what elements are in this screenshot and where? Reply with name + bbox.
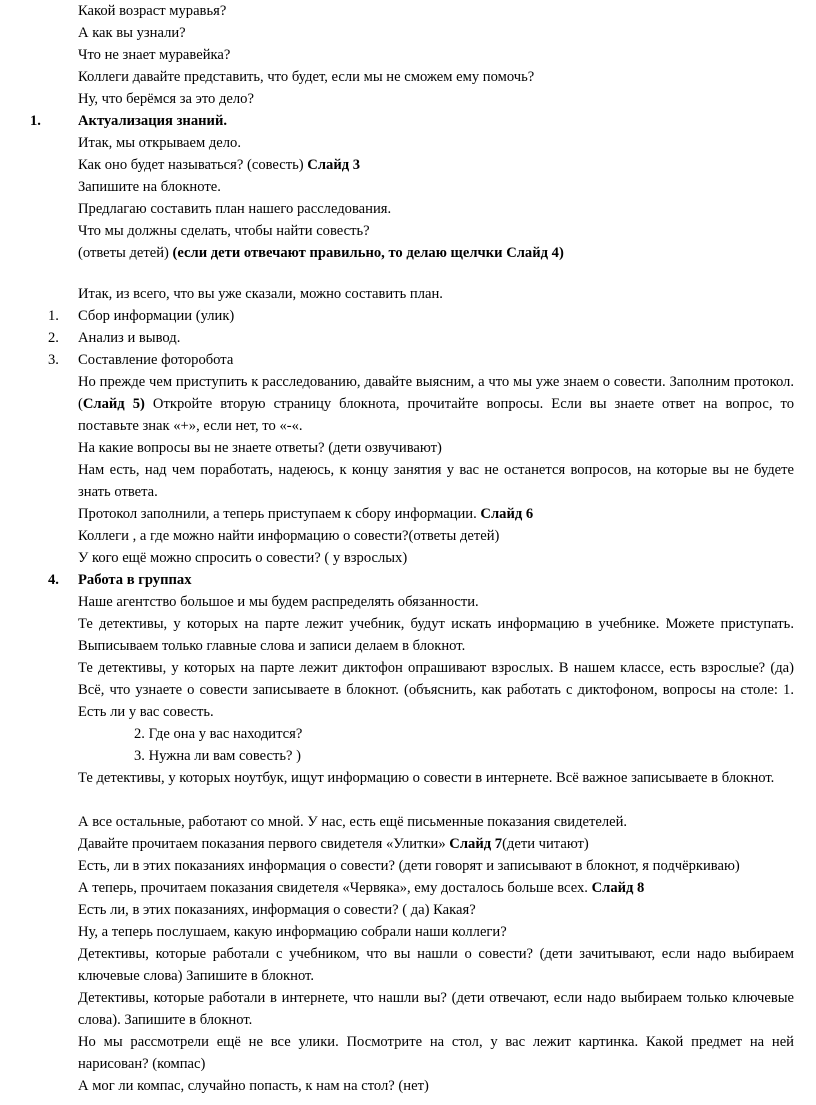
list-number: 2. [48,330,59,346]
text-line [78,525,790,547]
line-text: Итак, из всего, что вы уже сказали, можно составить план. [78,286,443,302]
question-item: 3. Нужна ли вам совесть? ) [134,748,301,764]
list-number: 3. [48,352,59,368]
line-text: А все остальные, работают со мной. У нас, есть ещё письменные показания свидетелей. [78,814,628,830]
text-line [78,154,790,176]
line-text: Коллеги давайте представить, что будет, если мы не сможем ему помочь? [78,69,535,85]
paragraph: Детективы, которые работали в интернете, что нашли вы? (дети отвечают, если надо выбираем только ключевые слова). Запишите в блокнот. [78,990,794,1028]
line-text: Есть ли, в этих показаниях, информация о совести? ( да) Какая? [78,902,476,918]
text-line [78,220,790,242]
text-line [78,283,790,305]
section-heading: Работа в группах [78,572,192,588]
text-line [78,899,790,921]
text-line [78,833,790,855]
line-text: У кого ещё можно спросить о совести? ( у взрослых) [78,550,408,566]
text-line [78,176,790,198]
paragraph: Те детективы, у которых ноутбук, ищут информацию о совести в интернете. Всё важное записываете в блокнот. [78,770,775,786]
line-text: Есть, ли в этих показаниях информация о совести? (дети говорят и записывают в блокнот, я подчёркиваю) [78,858,740,874]
paragraph: Но мы рассмотрели ещё не все улики. Посмотрите на стол, у вас лежит картинка. Какой предмет на ней нарисован? (компас) [78,1034,794,1072]
paragraph: Те детективы, у которых на парте лежит диктофон опрашивают взрослых. В нашем классе, есть взрослые? (да) Всё, что узнаете о совести записываете в блокнот. (объяснить, как работать с диктофоном, вопросы на столе: 1. Есть ли у вас совесть. [78,660,794,720]
section-heading: Актуализация знаний. [78,113,228,129]
paragraph: Детективы, которые работали с учебником, что вы нашли о совести? (дети зачитывают, если надо выбираем ключевые слова) Запишите в блокнот. [78,946,794,984]
slide-reference: Слайд 6 [480,506,534,522]
text-line [78,547,790,569]
text-line [78,1075,790,1097]
text-line [78,921,790,943]
list-number: 1. [48,308,59,324]
text-line [78,503,790,525]
text-line [78,242,790,264]
paragraph [78,371,794,437]
text-line [78,0,790,22]
plan-item: Сбор информации (улик) [78,308,235,324]
paragraph-text: Откройте вторую страницу блокнота, прочитайте вопросы. Если вы знаете ответ на вопрос, то поставьте знак «+», если нет, то «-«. [78,396,794,434]
paragraph: Те детективы, у которых на парте лежит учебник, будут искать информацию в учебнике. Можете приступать. Выписываем только главные слова и записи делаем в блокнот. [78,616,794,654]
line-text: (дети читают) [502,836,589,852]
line-text: Ну, что берёмся за это дело? [78,91,254,107]
text-line [78,44,790,66]
line-text: (ответы детей) [78,245,173,261]
line-text: Предлагаю составить план нашего расследования. [78,201,392,217]
text-line [78,66,790,88]
line-text: А мог ли компас, случайно попасть, к нам на стол? (нет) [78,1078,429,1094]
text-line [78,22,790,44]
slide-reference: Слайд 5) [82,396,145,412]
line-text: Что мы должны сделать, чтобы найти совесть? [78,223,370,239]
section-number: 4. [48,572,59,588]
plan-item: Составление фоторобота [78,352,234,368]
slide-reference: Слайд 8 [591,880,645,896]
paragraph-text: Но прежде чем приступить к расследованию, давайте выясним, а что мы уже знаем о совести. Заполним протокол. ( [78,374,794,412]
text-line [78,591,790,613]
line-text: А теперь, прочитаем показания свидетеля «Червяка», ему досталось больше всех. [78,880,592,896]
line-text: Давайте прочитаем показания первого свидетеля «Улитки» [78,836,450,852]
line-text: Коллеги , а где можно найти информацию о совести?(ответы детей) [78,528,500,544]
text-line [78,198,790,220]
text-line [78,132,790,154]
line-text: Протокол заполнили, а теперь приступаем к сбору информации. [78,506,481,522]
plan-item: Анализ и вывод. [78,330,181,346]
line-text: Какой возраст муравья? [78,3,227,19]
slide-reference: Слайд 3 [307,157,361,173]
text-line [78,437,790,459]
line-text: Как оно будет называться? (совесть) [78,157,308,173]
teacher-note: (если дети отвечают правильно, то делаю щелчки Слайд 4) [172,245,564,261]
line-text: Что не знает муравейка? [78,47,231,63]
text-line [78,811,790,833]
paragraph: Нам есть, над чем поработать, надеюсь, к концу занятия у вас не останется вопросов, на которые вы не будете знать ответа. [78,462,794,500]
line-text: Итак, мы открываем дело. [78,135,241,151]
line-text: Запишите на блокноте. [78,179,221,195]
text-line [78,88,790,110]
text-line [78,855,790,877]
slide-reference: Слайд 7 [449,836,503,852]
line-text: А как вы узнали? [78,25,186,41]
line-text: Наше агентство большое и мы будем распределять обязанности. [78,594,479,610]
line-text: Ну, а теперь послушаем, какую информацию собрали наши коллеги? [78,924,507,940]
text-line [78,877,790,899]
question-item: 2. Где она у вас находится? [134,726,303,742]
section-number: 1. [30,113,41,129]
line-text: На какие вопросы вы не знаете ответы? (дети озвучивают) [78,440,442,456]
